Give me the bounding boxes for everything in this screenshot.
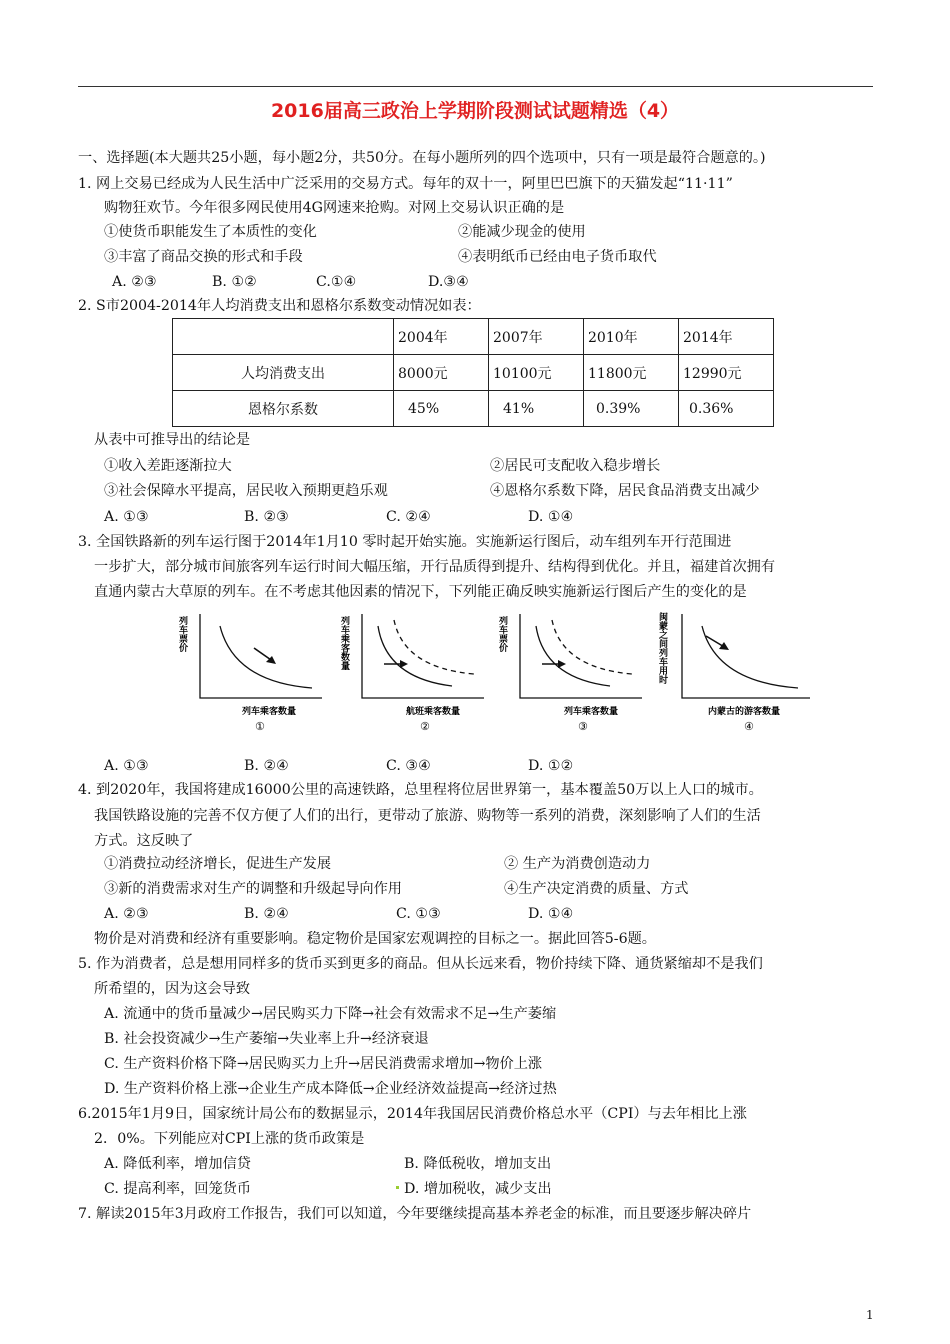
q3-choice-a: A. ①③	[104, 758, 149, 774]
table-cell: 41%	[489, 391, 584, 427]
q5-6-intro: 物价是对消费和经济有重要影响。稳定物价是国家宏观调控的目标之一。据此回答5-6题。	[94, 931, 656, 947]
q3-choice-c: C. ③④	[386, 758, 431, 774]
graph-axes	[200, 614, 322, 698]
q4-choice-c: C. ①③	[396, 906, 441, 922]
graph-number: ④	[744, 720, 754, 733]
graph-x-label: 航班乘客数量	[406, 707, 461, 717]
table-row	[173, 391, 774, 427]
graph-axes	[520, 614, 642, 698]
q4-choice-b: B. ②④	[244, 906, 289, 922]
graph-3	[492, 606, 657, 736]
q5-choice-a: A. 流通中的货币量减少→居民购买力下降→社会有效需求不足→生产萎缩	[104, 1006, 557, 1022]
q1-choice-c: C.①④	[316, 274, 357, 290]
q2-option-4: ④恩格尔系数下降，居民食品消费支出减少	[490, 483, 760, 499]
arrow-head	[719, 642, 729, 650]
table-header-cell: 2007年	[489, 319, 584, 355]
page-number: 1	[866, 1308, 874, 1322]
q6-choice-b: B. 降低税收，增加支出	[404, 1156, 552, 1172]
q1-stem-line1: 1. 网上交易已经成为人民生活中广泛采用的交易方式。每年的双十一，阿里巴巴旗下的天猫发起“11·11”	[78, 176, 733, 192]
q6-choice-c: C. 提高利率，回笼货币	[104, 1181, 252, 1197]
q2-option-2: ②居民可支配收入稳步增长	[490, 458, 661, 474]
q4-option-4: ④生产决定消费的质量、方式	[504, 881, 689, 897]
q1-option-4: ④表明纸币已经由电子货币取代	[458, 249, 657, 265]
q2-choice-c: C. ②④	[386, 509, 431, 525]
q4-option-1: ①消费拉动经济增长，促进生产发展	[104, 856, 332, 872]
q2-stem: 2. S市2004-2014年人均消费支出和恩格尔系数变动情况如表：	[78, 298, 481, 314]
q4-stem-line2: 我国铁路设施的完善不仅方便了人们的出行，更带动了旅游、购物等一系列的消费，深刻影响了人们的生活	[94, 808, 761, 824]
time-curve	[702, 626, 798, 688]
q4-stem-line3: 方式。这反映了	[94, 833, 194, 849]
q4-stem-line1: 4. 到2020年，我国将建成16000公里的高速铁路，总里程将位居世界第一，基本覆盖50万以上人口的城市。	[78, 782, 763, 798]
table-cell: 8000元	[394, 355, 489, 391]
graph-axes	[682, 614, 810, 698]
q4-option-3: ③新的消费需求对生产的调整和升级起导向作用	[104, 881, 402, 897]
q2-choice-d: D. ①④	[528, 509, 574, 525]
header-rule	[78, 86, 873, 87]
table-cell: 0.36%	[679, 391, 774, 427]
table-row	[173, 319, 774, 355]
q7-stem-line1: 7. 解读2015年3月政府工作报告，我们可以知道，今年要继续提高基本养老金的标准，而且要逐步解决碎片	[78, 1206, 752, 1222]
graph-axes	[362, 614, 484, 698]
q3-choice-d: D. ①②	[528, 758, 574, 774]
graph-1	[172, 606, 337, 736]
q5-choice-d: D. 生产资料价格上涨→企业生产成本降低→企业经济效益提高→经济过热	[104, 1081, 557, 1097]
graph-y-label: 列车票价	[177, 616, 187, 652]
q6-choice-a: A. 降低利率，增加信贷	[104, 1156, 251, 1172]
q4-choice-a: A. ②③	[104, 906, 149, 922]
q6-stem-line1: 6.2015年1月9日，国家统计局公布的数据显示，2014年我国居民消费价格总水平（CPI）与去年相比上涨	[78, 1106, 747, 1122]
table-header-cell: 2004年	[394, 319, 489, 355]
table-cell: 11800元	[584, 355, 679, 391]
q6-stem-line2: 2．0%。下列能应对CPI上涨的货币政策是	[94, 1131, 365, 1147]
q2-choice-b: B. ②③	[244, 509, 289, 525]
q5-choice-b: B. 社会投资减少→生产萎缩→失业率上升→经济衰退	[104, 1031, 429, 1047]
q1-choice-a: A. ②③	[112, 274, 157, 290]
graph-x-label: 内蒙古的游客数量	[708, 707, 781, 717]
graph-x-label: 列车乘客数量	[242, 707, 297, 717]
table-cell-empty	[173, 319, 394, 355]
shifted-curve	[552, 620, 632, 674]
q3-stem-line1: 3. 全国铁路新的列车运行图于2014年1月10 零时起开始实施。实施新运行图后，动车组列车开行范围进	[78, 534, 732, 550]
graph-y-label: 列车票价	[497, 616, 507, 652]
table-header-cell: 2010年	[584, 319, 679, 355]
arrow-head	[400, 660, 408, 668]
graph-number: ②	[420, 720, 430, 733]
q3-choice-b: B. ②④	[244, 758, 289, 774]
q3-stem-line2: 一步扩大，部分城市间旅客列车运行时间大幅压缩，开行品质得到提升、结构得到优化。并且，福建首次拥有	[94, 559, 776, 575]
graph-2	[334, 606, 499, 736]
q3-stem-line3: 直通内蒙古大草原的列车。在不考虑其他因素的情况下，下列能正确反映实施新运行图后产生的变化的是	[94, 584, 747, 600]
q6-choice-d: D. 增加税收，减少支出	[404, 1181, 552, 1197]
q1-choice-d: D.③④	[428, 274, 469, 290]
consumption-table	[172, 318, 774, 427]
stray-mark	[396, 1186, 399, 1189]
q5-stem-line2: 所希望的，因为这会导致	[94, 981, 251, 997]
q1-choice-b: B. ①②	[212, 274, 257, 290]
table-row-label: 恩格尔系数	[173, 391, 394, 427]
table-cell: 45%	[394, 391, 489, 427]
page-title: 2016届高三政治上学期阶段测试试题精选（4）	[270, 100, 680, 122]
q1-option-2: ②能减少现金的使用	[458, 224, 586, 240]
q1-stem-line2: 购物狂欢节。今年很多网民使用4G网速来抢购。对网上交易认识正确的是	[104, 200, 565, 216]
q2-option-1: ①收入差距逐渐拉大	[104, 458, 232, 474]
table-cell: 12990元	[679, 355, 774, 391]
q5-choice-c: C. 生产资料价格下降→居民购买力上升→居民消费需求增加→物价上涨	[104, 1056, 543, 1072]
original-curve	[378, 626, 452, 686]
table-cell: 0.39%	[584, 391, 679, 427]
graph-y-label: 列车乘客数量	[339, 616, 349, 670]
table-row-label: 人均消费支出	[173, 355, 394, 391]
q1-option-1: ①使货币职能发生了本质性的变化	[104, 224, 317, 240]
graph-number: ①	[255, 720, 265, 733]
graph-y-label: 闽蒙之间列车用时	[657, 612, 667, 684]
q4-option-2: ② 生产为消费创造动力	[504, 856, 651, 872]
q2-option-3: ③社会保障水平提高，居民收入预期更趋乐观	[104, 483, 388, 499]
section-heading: 一、选择题(本大题共25小题，每小题2分，共50分。在每小题所列的四个选项中，只有一项是最符合题意的。)	[78, 150, 766, 166]
graph-number: ③	[578, 720, 588, 733]
graph-4	[652, 606, 827, 736]
q2-choice-a: A. ①③	[104, 509, 149, 525]
q4-choice-d: D. ①④	[528, 906, 574, 922]
table-row	[173, 355, 774, 391]
shifted-curve	[394, 620, 474, 674]
q1-option-3: ③丰富了商品交换的形式和手段	[104, 249, 303, 265]
q5-stem-line1: 5. 作为消费者，总是想用同样多的货币买到更多的商品。但从长远来看，物价持续下降、通货紧缩却不是我们	[78, 956, 763, 972]
graph-x-label: 列车乘客数量	[564, 707, 619, 717]
q2-after-text: 从表中可推导出的结论是	[94, 432, 251, 448]
table-header-cell: 2014年	[679, 319, 774, 355]
original-curve	[536, 626, 610, 686]
arrow-head	[558, 660, 566, 668]
table-cell: 10100元	[489, 355, 584, 391]
